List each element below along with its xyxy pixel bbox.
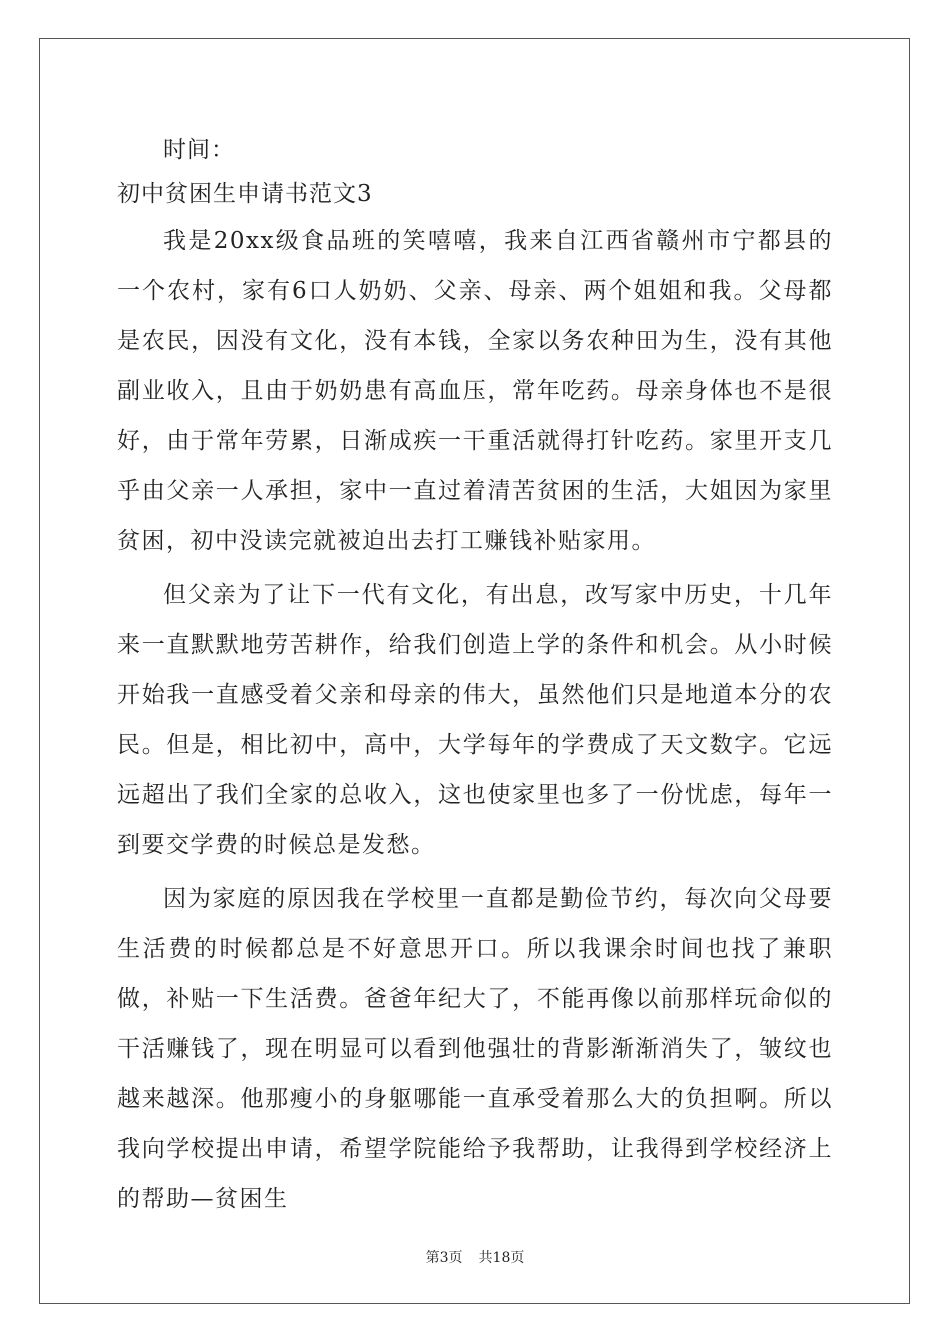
document-body [117, 128, 833, 1224]
paragraph-3: 因为家庭的原因我在学校里一直都是勤俭节约，每次向父母要生活费的时候都总是不好意思开口。所以我课余时间也找了兼职做，补贴一下生活费。爸爸年纪大了，不能再像以前那样玩命似的干活赚钱了，现在明显可以看到他强壮的背影渐渐消失了，皱纹也越来越深。他那瘦小的身躯哪能一直承受着那么大的负担啊。所以我向学校提出申请，希望学院能给予我帮助，让我得到学校经济上的帮助—贫困生 [117, 886, 833, 1212]
paragraph-2: 但父亲为了让下一代有文化，有出息，改写家中历史，十几年来一直默默地劳苦耕作，给我们创造上学的条件和机会。从小时候开始我一直感受着父亲和母亲的伟大，虽然他们只是地道本分的农民。但是，相比初中，高中，大学每年的学费成了天文数字。它远远超出了我们全家的总收入，这也使家里也多了一份忧虑，每年一到要交学费的时候总是发愁。 [117, 582, 833, 858]
paragraph-1: 我是20xx级食品班的笑嘻嘻，我来自江西省赣州市宁都县的一个农村，家有6口人奶奶、父亲、母亲、两个姐姐和我。父母都是农民，因没有文化，没有本钱，全家以务农种田为生，没有其他副业收入，且由于奶奶患有高血压，常年吃药。母亲身体也不是很好，由于常年劳累，日渐成疾一干重活就得打针吃药。家里开支几乎由父亲一人承担，家中一直过着清苦贫困的生活，大姐因为家里贫困，初中没读完就被迫出去打工赚钱补贴家用。 [117, 228, 833, 554]
page-number: 第3页 [425, 1250, 463, 1266]
total-pages: 共18页 [478, 1250, 525, 1266]
time-line: 时间： [163, 137, 235, 163]
page-footer [0, 1247, 950, 1267]
document-title: 初中贫困生申请书范文3 [117, 181, 373, 207]
